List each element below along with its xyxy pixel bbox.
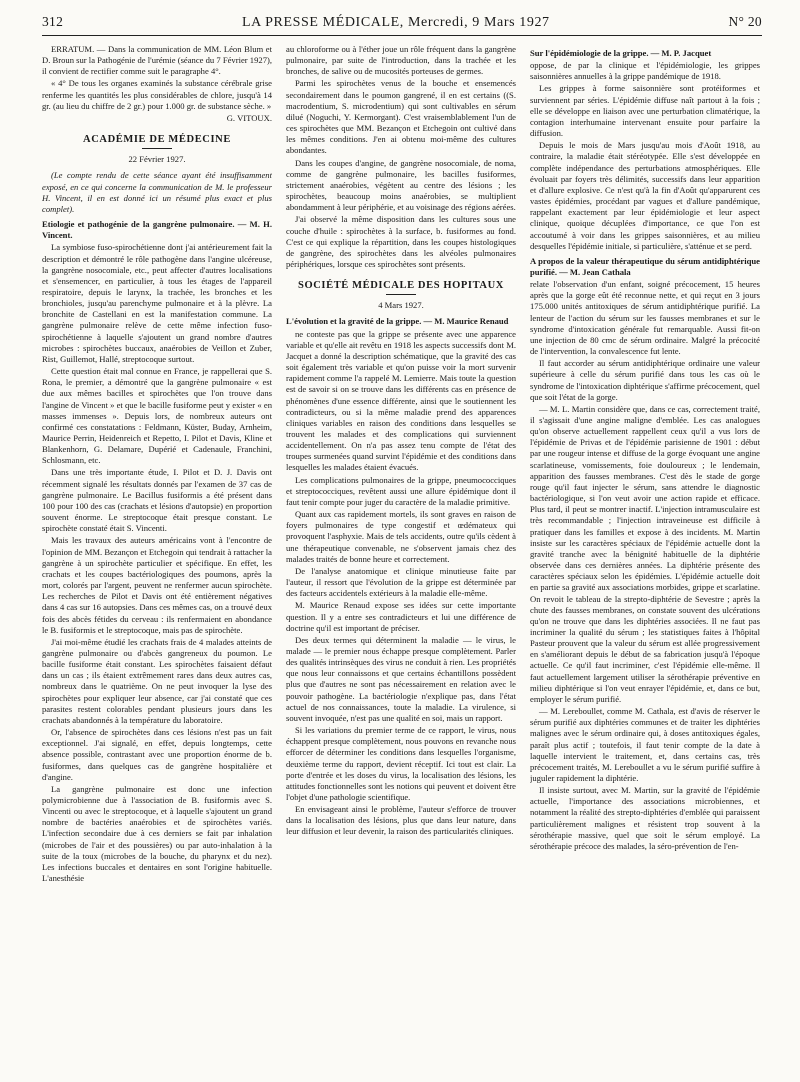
erratum-quote: « 4° De tous les organes examinés la substance cérébrale grise renferme les quantités les plus considérables de chlore, jusqu'à 14 gr. (au lieu du chiffre de 2 gr.) pour 1.000 gr. de substance sèche. » — [42, 78, 272, 111]
paragraph: — M. L. Martin considère que, dans ce cas, correctement traité, il s'agissait d'une angine maligne d'emblée. Les cas analogues qu'on observe actuellement rappellent ceux qu'il a vus lors de l'épidémie de Privas et de l'épidémie parisienne de 1901 : début par une rougeur intense et diffuse de la gorge évoquant une angine scarlatineuse, vomissements, foie douloureux ; le lendemain, apparition des fausses membranes. C'est dès le stade de gorge rouge qu'il faut injecter le sérum, sans attendre le diagnostic bactériologique, si l'on veut avoir une action rapide et efficace. Plus tard, il peut se montrer inactif. L'injection intramusculaire est très recommandable ; l'injection intraveineuse est difficile à pratiquer dans les familles et expose à des incidents. M. Martin insiste sur les caractères spéciaux de l'épidémie actuelle dont la gravité tranche avec la bénignité habituelle de la diphtérie observée dans ces dernières années. La diphtérie présente des caractères spéciaux selon les épidémies. L'épidémie actuelle doit en partie sa gravité aux associations morbides, grippe et scarlatine. On revoit le tableau de la strepto-diphtérie de Sevestre ; après la chute des fausses membranes, on constate souvent des ulcérations qu'on ne trouve que dans les diphtéries associées. Il ne faut pas incriminer la qualité du sérum ; les statistiques faites à l'hôpital Pasteur prouvent que la valeur du sérum est allée progressivement en s'améliorant depuis le début de sa fabrication jusqu'à l'époque actuelle. Ce qu'il faut incriminer, c'est l'épidémie elle-même. Il faut actuellement largement utiliser la sérothérapie préventive en milieu diphtérique si l'on veut enrayer l'épidémie, et, dans ce but, employer le sérum purifié. — [530, 403, 760, 704]
article-title: L'évolution et la gravité de la grippe. — M. Maurice Renaud — [286, 316, 509, 327]
paragraph: Il insiste surtout, avec M. Martin, sur la gravité de l'épidémie actuelle, l'importance des associations microbiennes, et notamment la réalité des strepto-diphtéries d'emblée qui paraissent particulièrement malignes et résistent trop souvent à la sérothérapie massive, quel que soit le sérum employé. La sérothérapie précoce des malades, la séro-prévention de l'en- — [530, 785, 760, 851]
paragraph: Dans les coupes d'angine, de gangrène nosocomiale, de noma, comme de gangrène pulmonaire, les bacilles fusiformes, strictement anaérobies, végètent au centre des lésions ; les spirochètes, beaucoup moins anaérobies, se multiplient abondamment à leur périphérie, et au voisinage des régions aérées. — [286, 157, 516, 213]
section-rule — [386, 294, 416, 295]
paragraph: Des deux termes qui déterminent la maladie — le virus, le malade — le premier nous échappe presque complètement. Parler des qualités intrinsèques des virus ne conduit à rien. Les propriétés que nous leur connaissons et que certains échantillons possèdent plus que d'autres ne sont pas nécessairement en relation avec le pouvoir pathogène. La bactériologie n'explique pas, dans l'état actuel de nos connaissances, toute la maladie. La virulence, si souvent invoquée, n'est pas une qualité en soi, mais un rapport. — [286, 634, 516, 723]
column-2 — [286, 44, 516, 1074]
paragraph: Quant aux cas rapidement mortels, ils sont graves en raison de foyers pulmonaires de type congestif et œdémateux qui provoquent l'asphyxie. Mais de tels accidents, outre qu'ils cèdent à une thérapeutique convenable, ne s'observent jamais chez des malades traités de bonne heure et correctement. — [286, 509, 516, 564]
column-3 — [530, 44, 760, 1074]
section-date: 4 Mars 1927. — [378, 300, 424, 311]
paragraph: Depuis le mois de Mars jusqu'au mois d'Août 1918, au contraire, la maladie était stéréotypée. Elle s'est développée en complète indépendance des perturbations atmosphériques. Elle évoluait par foyers très délimités, successifs dans leur apparition et d'allure explosive. Ce n'est qu'à la fin d'Août qu'apparurent ces vastes épidémies, procédant par vagues et d'allure pandémique, rappelant exactement par leur épidémiologie et leur aspect clinique, quoique décuplées d'importance, ce que l'on est accoutumé à voir dans les grippes saisonnières, et au milieu desquelles l'épidémie initiale, si particulière, s'atténue et se perd. — [530, 140, 760, 251]
editor-note: (Le compte rendu de cette séance ayant été insuffisamment exposé, en ce qui concerne la communication de M. le professeur H. Vincent, il en est donné ici un résumé plus exact et plus complet). — [42, 170, 272, 214]
paragraph: M. Maurice Renaud expose ses idées sur cette importante question. Il y a entre ses contradicteurs et lui une différence de doctrine qu'il est important de préciser. — [286, 600, 516, 633]
paragraph: La gangrène pulmonaire est donc une infection polymicrobienne due à l'association de B. fusiformis avec S. Vincenti ou avec le streptocoque, et à laquelle s'ajoutent un grand nombre de bactéries anaérobies et de spirochètes variés. L'infection secondaire due à ces derniers se fait par inhalation (microbes de l'air et des poussières) ou par auto-inhalation à la suite de la toux (microbes de la bouche, du pharynx et du nez). Les infections buccales et dentaires en sont l'origine habituelle. L'anesthésie — [42, 783, 272, 884]
paragraph: J'ai observé la même disposition dans les cultures sous une couche d'huile : spirochètes à la surface, b. fusiformes au fond. C'est ce qui explique la répartition, dans les coupes histologiques de gangrène, des spirochètes dans les alvéoles pulmonaires périphériques, lorsque ces spirochètes sont présents. — [286, 214, 516, 269]
section-title-academie: ACADÉMIE DE MÉDECINE — [83, 134, 231, 146]
paragraph: Dans une très importante étude, I. Pilot et D. J. Davis ont récemment signalé les résultats donnés par l'examen de 37 cas de gangrène pulmonaire. Le Bacillus fusiformis a été présent dans 100 pour 100 des cas (crachats et lésions d'autopsie) en proportion souvent énorme. Le streptocoque était presque constant. Le spirochète constaté était S. Vincenti. — [42, 467, 272, 534]
paragraph: relate l'observation d'un enfant, soigné précocement, 15 heures après que la gorge eût été reconnue nette, et qui reçut en 3 jours 175.000 unités antitoxiques de sérum antidiphtérique purifié. La lenteur de l'action du sérum sur les fausses membranes et sur le syndrome d'intoxication générale fut remarquable. Aussi fit-on une injection de 80 cmc de sérum ordinaire. Malgré la précocité de l'intervention, la convalescence fut lente. — [530, 279, 760, 357]
paragraph: Mais les travaux des auteurs américains vont à l'encontre de l'opinion de MM. Bezançon et Etchegoin qui tendrait à rattacher la gangrène à un spirochète particulier et spécifique. En effet, les crachats et les coupes bactériologiques des poumons, après la mort, colorés par l'argent, peuvent ne renfermer aucun spirochète. Les recherches de Pilot et Davis ont été entièrement négatives dans 4 cas sur 16 autopsies. Dans ces mêmes cas, on a trouvé deux fois des abcès fétides du cerveau : ils renfermaient en abondance le B. fusiformis et le streptocoque, mais pas de spirochète. — [42, 535, 272, 635]
paragraph: Il faut accorder au sérum antidiphtérique ordinaire une valeur supérieure à celle du sérum purifié dans tous les cas où le syndrome de l'intoxication diphtérique s'affirme précocement, quel que soit l'état de la gorge. — [530, 358, 760, 402]
column-1 — [42, 44, 272, 1074]
article-title: A propos de la valeur thérapeutique du sérum antidiphtérique purifié. — M. Jean Cathala — [530, 255, 760, 277]
paragraph: Or, l'absence de spirochètes dans ces lésions n'est pas un fait exceptionnel. J'ai signalé, en effet, depuis longtemps, cette absence possible, contrastant avec une proportion énorme de b. fusiformes, dans quelques cas de gangrène hospitalière et d'angine. — [42, 727, 272, 782]
paragraph: au chloroforme ou à l'éther joue un rôle fréquent dans la gangrène pulmonaire, par suite de l'introduction, dans la trachée et les bronches, de salive ou de mucosités porteuses de germes. — [286, 44, 516, 77]
paragraph: J'ai moi-même étudié les crachats frais de 4 malades atteints de gangrène pulmonaire ou d'abcès gangreneux du poumon. Le bacille fusiforme était constant. Les spirochètes faisaient défaut dans un cas ; ils étaient extrêmement rares dans deux autres cas, nombreux dans le quatrième. On ne peut invoquer la lyse des spirochètes pour expliquer leur absence, car j'ai constaté que ces parasites restent colorables pendant plusieurs jours dans les crachats abandonnés à la température du laboratoire. — [42, 636, 272, 725]
article-title: Sur l'épidémiologie de la grippe. — M. P. Jacquet — [530, 48, 712, 58]
page-header — [42, 14, 762, 36]
text-columns — [42, 44, 762, 1074]
signature: G. VITOUX. — [226, 112, 272, 123]
paragraph: En envisageant ainsi le problème, l'auteur s'efforce de trouver dans la localisation des lésions, plus que dans leur nature, dans leur diffusion et leur devenir, la raison des particularités cliniques. — [286, 804, 516, 837]
journal-title: LA PRESSE MÉDICALE, Mercredi, 9 Mars 1927 — [241, 15, 550, 30]
paragraph: ne conteste pas que la grippe se présente avec une apparence variable et qu'elle ait revêtu en 1918 les aspects successifs dont M. Jacquet a donné la description schématique, que la gravité des cas soit également très variable et qu'on puisse voir la mort survenir rapidement comme l'a rappelé M. Lemierre. Mais toute la question est de savoir si on se trouve dans les différents cas en présence de phénomènes d'une essence différente, ainsi que le soutiennent les contradicteurs, ou si la même maladie prend des apparences cliniques variables en raison des conditions dans lesquelles se trouvent les malades et des complications qui surviennent accidentellement. On n'a pas assez tenu compte de l'état des troupes surmenées quand survint l'épidémie et des conditions dans lesquelles les malades étaient évacués. — [286, 328, 516, 473]
section-rule — [142, 148, 172, 149]
paragraph: Parmi les spirochètes venus de la bouche et ensemencés secondairement dans le poumon gangrené, il en est certains ((S. macrodentium, S. microdentium) qui sont cultivables en sérum dilué (Noguchi, Y. Kermorgant). C'est vraisemblablement l'un de ces spirochètes que MM. Bezançon et Etchegoin ont cultivé dans les mêmes conditions. J'en ai obtenu moi-même des cultures abondantes. — [286, 78, 516, 156]
paragraph: De l'analyse anatomique et clinique minutieuse faite par l'auteur, il ressort que l'évolution de la grippe est déterminée par des facteurs accidentels extérieurs à la maladie elle-même. — [286, 565, 516, 599]
erratum: ERRATUM. — Dans la communication de MM. Léon Blum et D. Broun sur la Pathogénie de l'urémie (séance du 7 Février 1927), il convient de rectifier comme suit le paragraphe 4°. — [42, 44, 272, 77]
paragraph: oppose, de par la clinique et l'épidémiologie, les grippes saisonnières annuelles à la grippe pandémique de 1918. — [530, 60, 760, 82]
section-title-hopitaux: SOCIÉTÉ MÉDICALE DES HOPITAUX — [298, 280, 504, 292]
paragraph: Les complications pulmonaires de la grippe, pneumococciques et streptococciques, revêtent aussi une allure épidémique dont il faut tenir compte pour juger du caractère de la maladie primitive. — [286, 474, 516, 507]
paragraph: Si les variations du premier terme de ce rapport, le virus, nous échappent presque complètement, nous pouvons en revanche nous efforcer de déterminer les conditions dans lesquelles l'organisme, deuxième terme du rapport, devient réceptif. Ici tout est clair. La porte d'entrée et les doses du virus, la localisation des lésions, les attitudes fonctionnelles sont les notions qui peuvent et doivent être l'objet d'une pathologie scientifique. — [286, 725, 516, 802]
paragraph: Cette question était mal connue en France, je rappellerai que S. Rona, le premier, a démontré que la gangrène pulmonaire « est due aux mêmes bacilles et spirochètes que l'on trouve dans l'angine de Vincent » et que le bacille fusiforme peut y exister « en masses immenses ». Depuis lors, de nombreux auteurs ont confirmé ces constatations : Feldmann, Küster, Buday, Arnheim, Maurice Perrin, Heidenreich et Repetto, I. Pilot et Davis, Kline et Blankenhorn, G. Delamare, Dupérié et Cadenaule, Franchini, Schlosmann, etc. — [42, 366, 272, 466]
paragraph: — M. Lereboullet, comme M. Cathala, est d'avis de réserver le sérum purifié aux diphtéries communes et de traiter les diphtéries malignes avec le sérum ordinaire qui, à doses antitoxiques égales, paraît plus actif ; toutefois, il faut tenir compte de la date à laquelle intervient le traitement, et, dans certains cas, très précocement traités, M. Lereboullet a vu le sérum purifié suffire à juguler rapidement la diphtérie. — [530, 706, 760, 783]
page-number: 312 — [42, 14, 64, 29]
paragraph: Les grippes à forme saisonnière sont protéiformes et surviennent par séries. L'épidémie diffuse naît partout à la fois ; elle se développe en liaison avec une perturbation climatérique, la contagion interhumaine intervenant ensuite pour parfaire la diffusion. — [530, 83, 760, 139]
section-date: 22 Février 1927. — [128, 154, 186, 165]
paragraph: La symbiose fuso-spirochétienne dont j'ai antérieurement fait la description et démontré le rôle pathogène dans l'angine ulcéreuse, la gangrène nosocomiale, etc., peut affecter d'autres localisations et s'ensemencer, en particulier, à tous les étages de l'appareil respiratoire, depuis le larynx, la trachée, les bronches et les bronchioles, jusqu'au parenchyme pulmonaire et à la plèvre. La bronchite de Castellani en est la manifestation commune. La gangrène pulmonaire relève de cette même infection fuso-spirochétienne à laquelle s'ajoutent un grand nombre d'autres microbes : spirochètes buccaux, anaérobies de Veillon et Zuber, Rist, Guillemot, Hallé, streptocoque surtout. — [42, 242, 272, 364]
issue-number: N° 20 — [728, 14, 762, 29]
article-title: Etiologie et pathogénie de la gangrène pulmonaire. — M. H. Vincent. — [42, 219, 272, 241]
